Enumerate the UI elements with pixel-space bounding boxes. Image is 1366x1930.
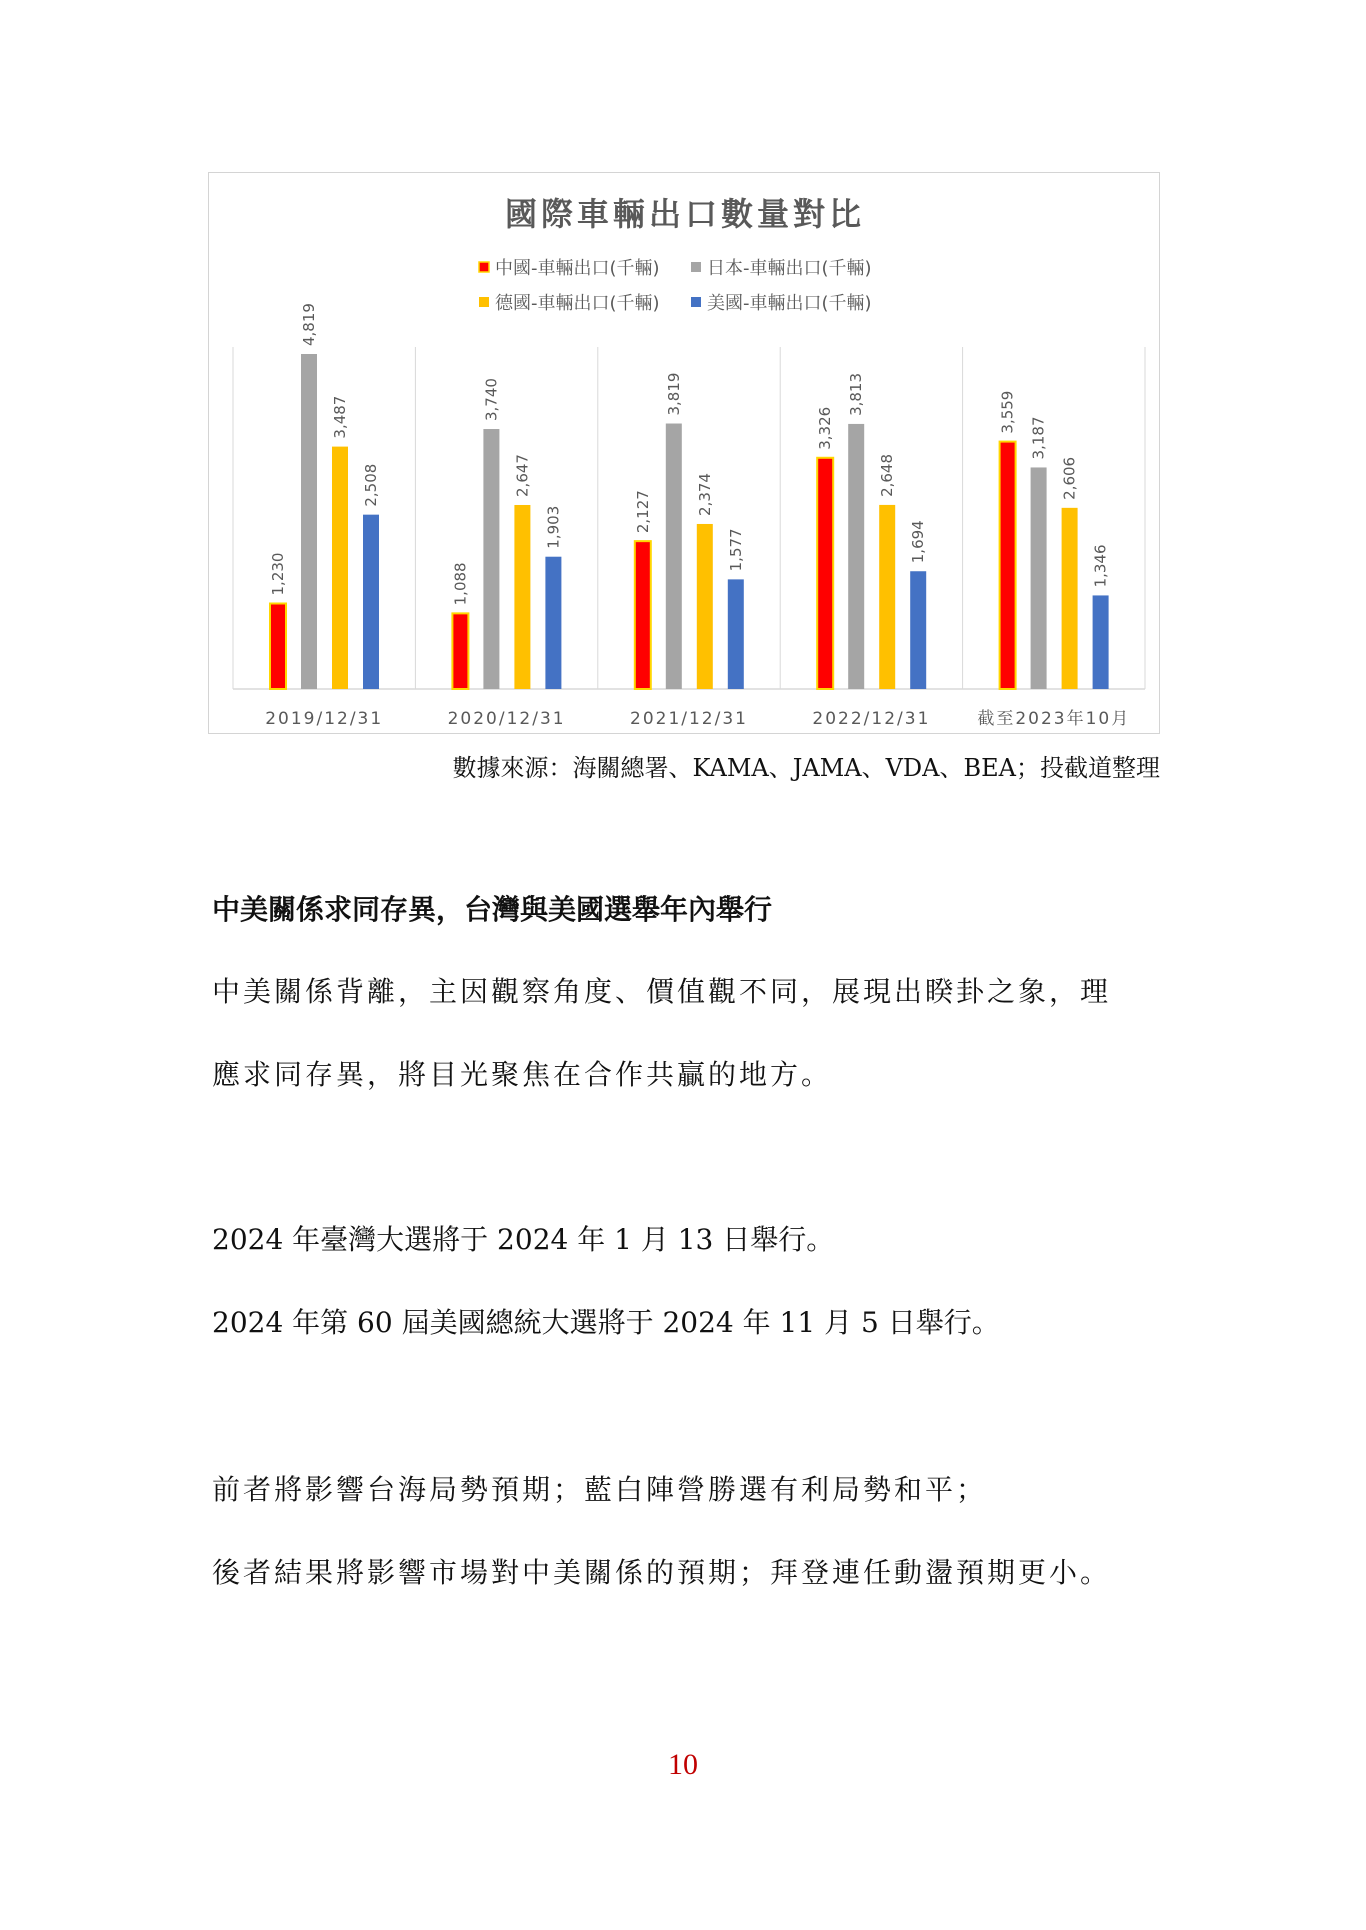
page-number: 10: [668, 1748, 698, 1781]
bar: [363, 515, 379, 689]
x-tick-label: 截至2023年10月: [977, 709, 1131, 729]
x-tick-label: 2021/12/31: [630, 709, 748, 729]
paragraph-2: 應求同存異，將目光聚焦在合作共贏的地方。: [212, 1058, 833, 1091]
data-label: 3,819: [664, 372, 683, 416]
bar: [1000, 442, 1016, 689]
data-label: 2,648: [878, 453, 897, 497]
paragraph-3: 2024 年臺灣大選將于 2024 年 1 月 13 日舉行。: [212, 1223, 835, 1256]
legend-label: 美國-車輛出口(千輛): [707, 293, 872, 314]
data-label: 3,740: [482, 378, 501, 422]
legend-swatch: [691, 297, 701, 307]
data-label: 3,559: [998, 390, 1017, 434]
paragraph-4: 2024 年第 60 屆美國總統大選將于 2024 年 11 月 5 日舉行。: [212, 1306, 1000, 1339]
legend-swatch: [479, 297, 489, 307]
x-tick-label: 2020/12/31: [447, 709, 566, 729]
bar: [514, 505, 530, 689]
data-label: 2,647: [513, 454, 532, 497]
bar: [1093, 595, 1109, 689]
legend-label: 中國-車輛出口(千輛): [495, 258, 660, 279]
bar: [728, 579, 744, 689]
chart-title: 國際車輛出口數量對比: [504, 195, 866, 233]
bar: [1031, 467, 1047, 689]
data-label: 3,326: [816, 406, 835, 450]
x-tick-label: 2019/12/31: [265, 709, 384, 729]
paragraph-1: 中美關係背離，主因觀察角度、價值觀不同，展現出睽卦之象，理: [212, 975, 1112, 1008]
bar: [879, 505, 895, 689]
paragraph-5: 前者將影響台海局勢預期；藍白陣營勝選有利局勢和平；: [212, 1473, 988, 1506]
data-label: 2,508: [362, 463, 380, 507]
legend-swatch: [691, 262, 701, 272]
data-source-note: 數據來源：海關總署、KAMA、JAMA、VDA、BEA；投截道整理: [452, 754, 1160, 782]
bar-chart: [209, 173, 1161, 735]
data-label: 1,088: [451, 562, 470, 606]
bar: [270, 603, 286, 689]
x-tick-label: 2022/12/31: [812, 709, 931, 729]
data-label: 4,819: [300, 303, 318, 346]
bar: [301, 354, 317, 689]
bar: [483, 429, 499, 689]
bar: [452, 613, 468, 689]
bar: [1062, 508, 1078, 689]
chart-container: [208, 172, 1160, 734]
data-label: 2,374: [695, 473, 714, 516]
bar: [666, 424, 682, 689]
data-label: 1,577: [726, 528, 745, 572]
data-label: 3,813: [847, 372, 866, 416]
legend-swatch: [479, 262, 489, 272]
bar: [848, 424, 864, 689]
bar: [635, 541, 651, 689]
legend-label: 日本-車輛出口(千輛): [707, 258, 872, 279]
bar: [545, 557, 561, 689]
section-heading: 中美關係求同存異，台灣與美國選舉年內舉行: [212, 893, 773, 926]
bar: [697, 524, 713, 689]
paragraph-6: 後者結果將影響市場對中美關係的預期；拜登連任動盪預期更小。: [212, 1556, 1112, 1589]
data-label: 1,694: [909, 520, 928, 564]
data-label: 2,127: [633, 490, 652, 534]
legend-label: 德國-車輛出口(千輛): [495, 293, 660, 314]
data-label: 1,346: [1091, 544, 1110, 588]
bar: [910, 571, 926, 689]
data-label: 3,187: [1029, 416, 1048, 460]
bar: [332, 447, 348, 689]
data-label: 1,230: [269, 552, 287, 596]
data-label: 3,487: [331, 395, 349, 439]
data-label: 2,606: [1060, 456, 1079, 500]
data-label: 1,903: [544, 505, 563, 549]
bar: [817, 458, 833, 689]
